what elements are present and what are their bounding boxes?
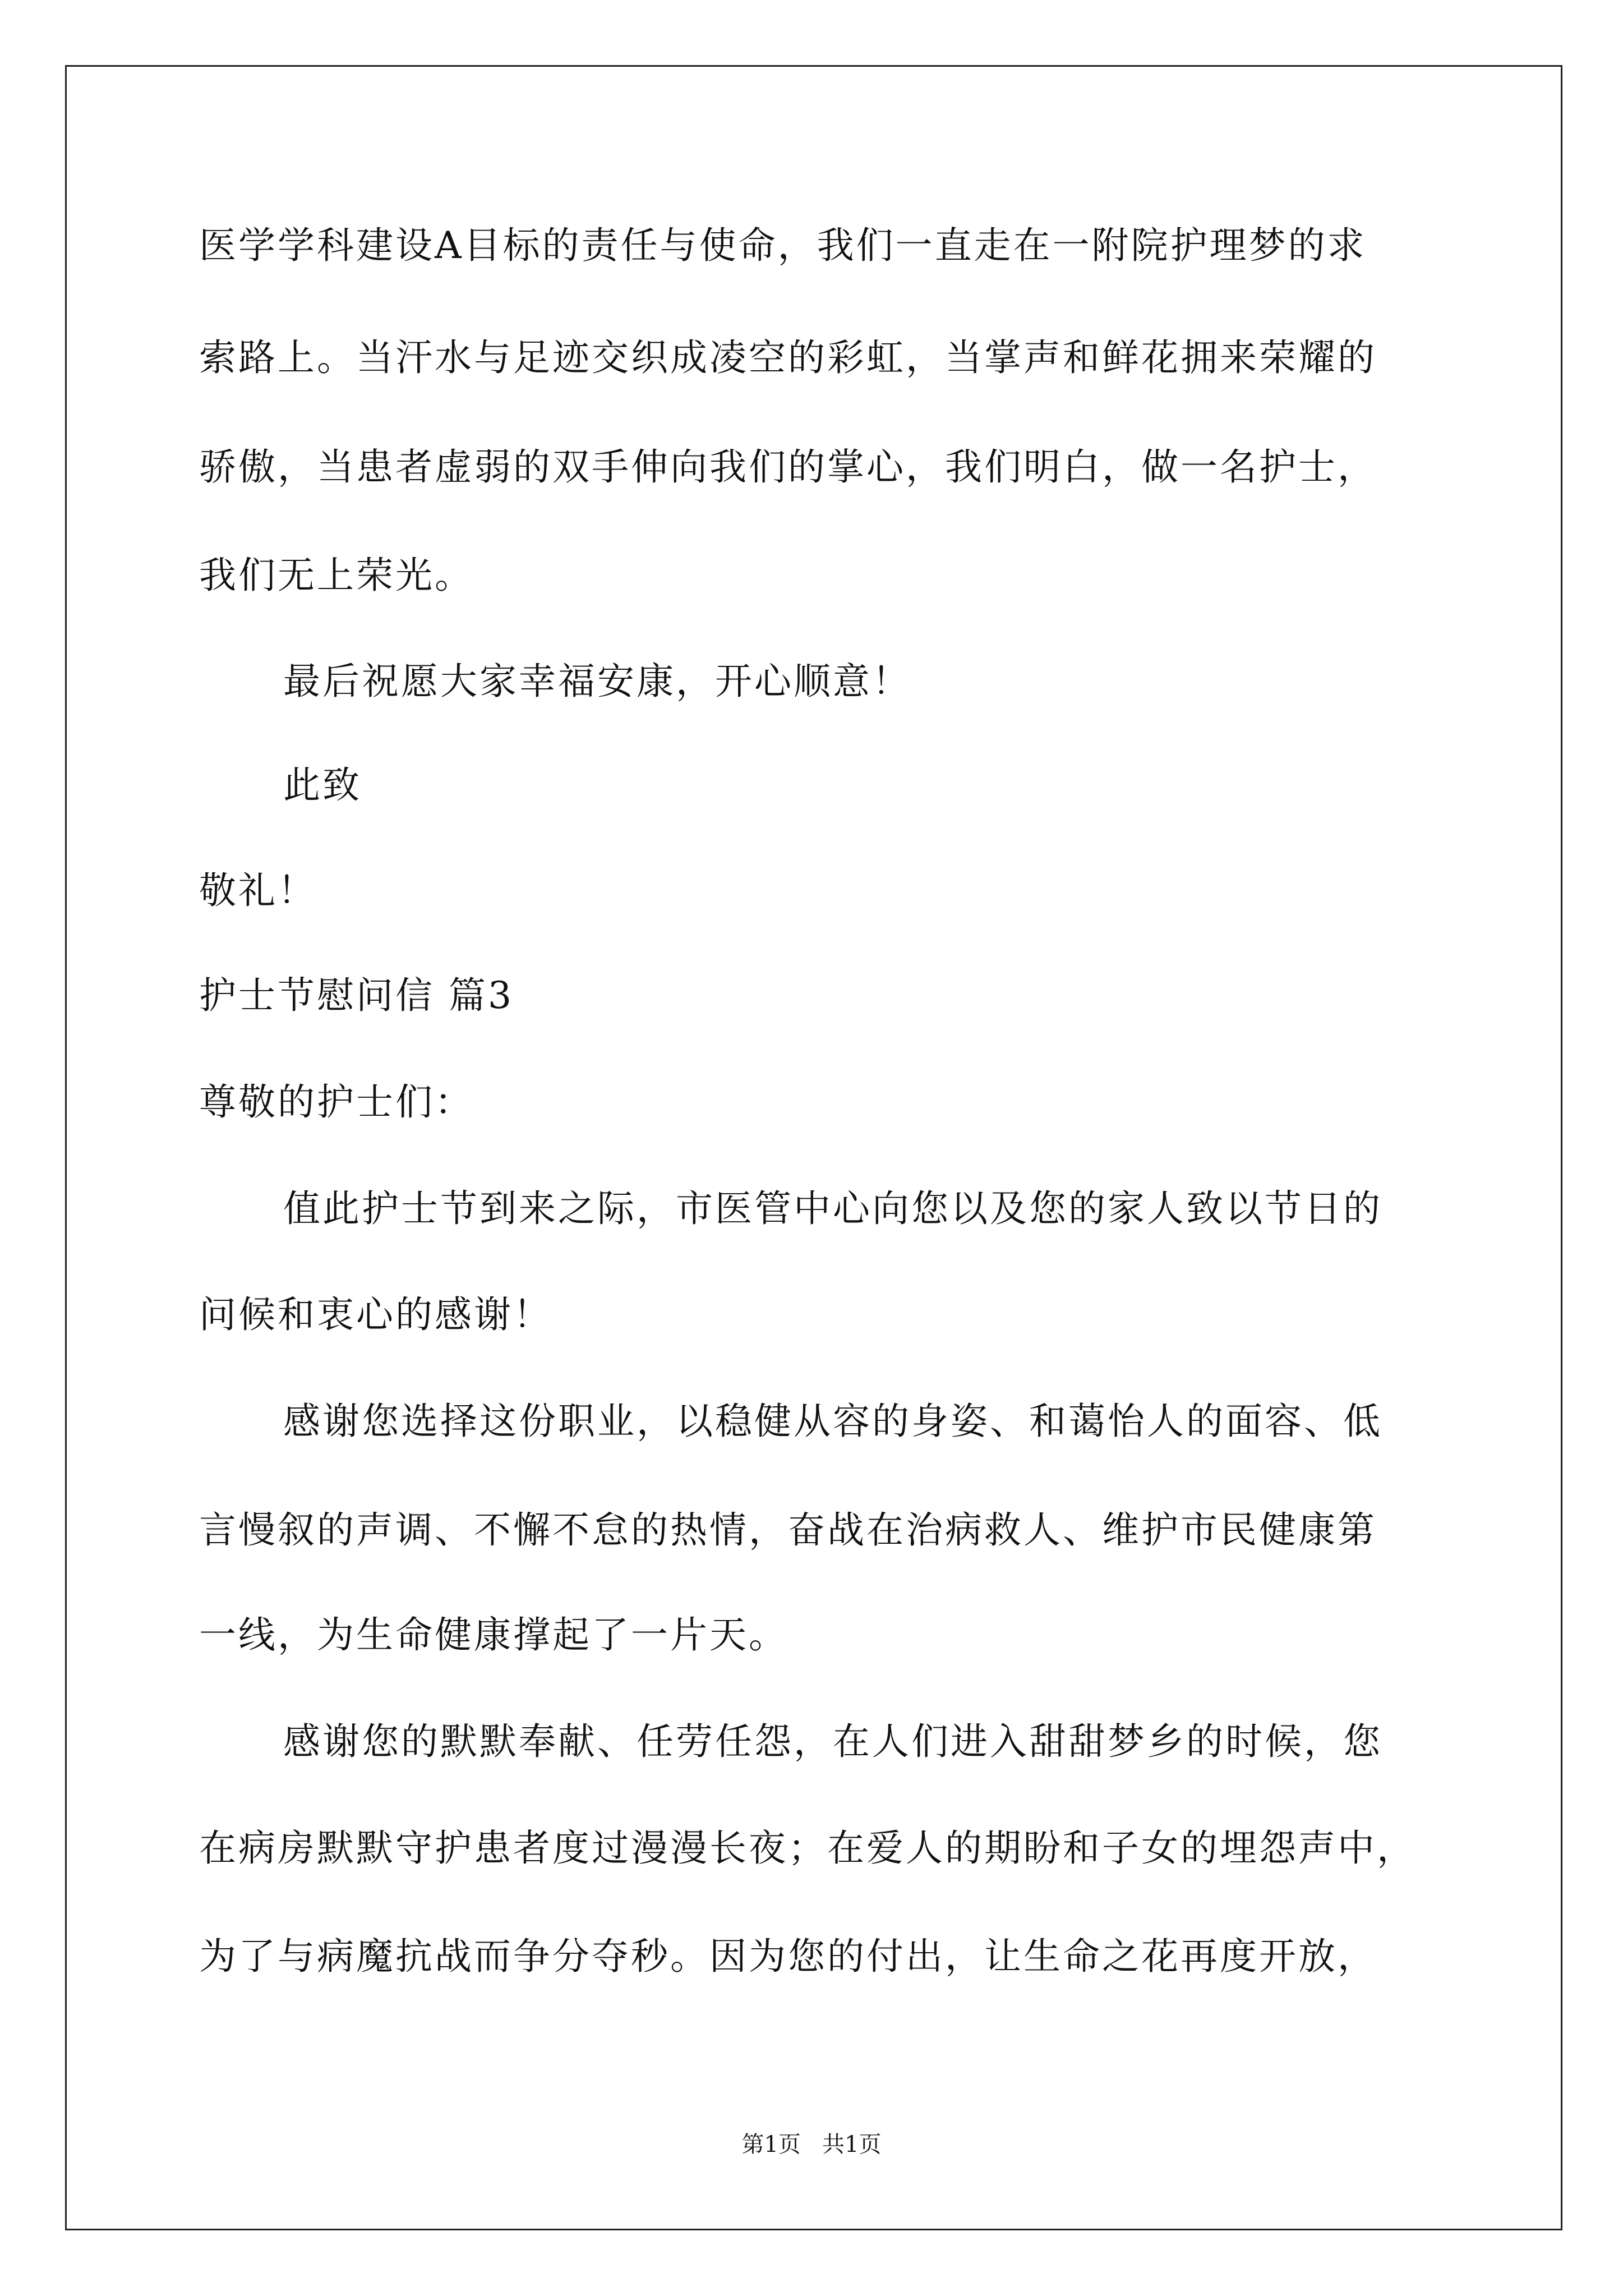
- body-line-14: 一线，为生命健康撑起了一片天。: [199, 1613, 788, 1657]
- section-heading: 护士节慰问信 篇3: [199, 974, 514, 1017]
- body-line-1: 医学学科建设A目标的责任与使命，我们一直走在一附院护理梦的求: [199, 224, 1367, 267]
- body-line-17: 为了与病魔抗战而争分夺秒。因为您的付出，让生命之花再度开放，: [199, 1935, 1377, 1978]
- body-line-15: 感谢您的默默奉献、任劳任怨，在人们进入甜甜梦乡的时候，您: [283, 1720, 1382, 1763]
- letter-greeting: 尊敬的护士们：: [199, 1080, 474, 1124]
- body-line-10: 值此护士节到来之际，市医管中心向您以及您的家人致以节日的: [283, 1187, 1382, 1230]
- page-border: [65, 65, 1562, 2230]
- body-line-2: 索路上。当汗水与足迹交织成凌空的彩虹，当掌声和鲜花拥来荣耀的: [199, 336, 1377, 379]
- closing-wish: 最后祝愿大家幸福安康，开心顺意！: [283, 660, 911, 703]
- body-line-12: 感谢您选择这份职业，以稳健从容的身姿、和蔼怡人的面容、低: [283, 1400, 1382, 1443]
- body-line-16: 在病房默默守护患者度过漫漫长夜；在爱人的期盼和子女的埋怨声中，: [199, 1826, 1416, 1870]
- body-line-3: 骄傲，当患者虚弱的双手伸向我们的掌心，我们明白，做一名护士，: [199, 445, 1377, 489]
- closing-regards: 敬礼！: [199, 869, 317, 912]
- closing-salutation: 此致: [283, 763, 362, 807]
- body-line-11: 问候和衷心的感谢！: [199, 1293, 552, 1336]
- body-line-13: 言慢叙的声调、不懈不怠的热情，奋战在治病救人、维护市民健康第: [199, 1508, 1377, 1552]
- body-line-4: 我们无上荣光。: [199, 554, 474, 597]
- page-footer: 第1页 共1页: [741, 2132, 882, 2157]
